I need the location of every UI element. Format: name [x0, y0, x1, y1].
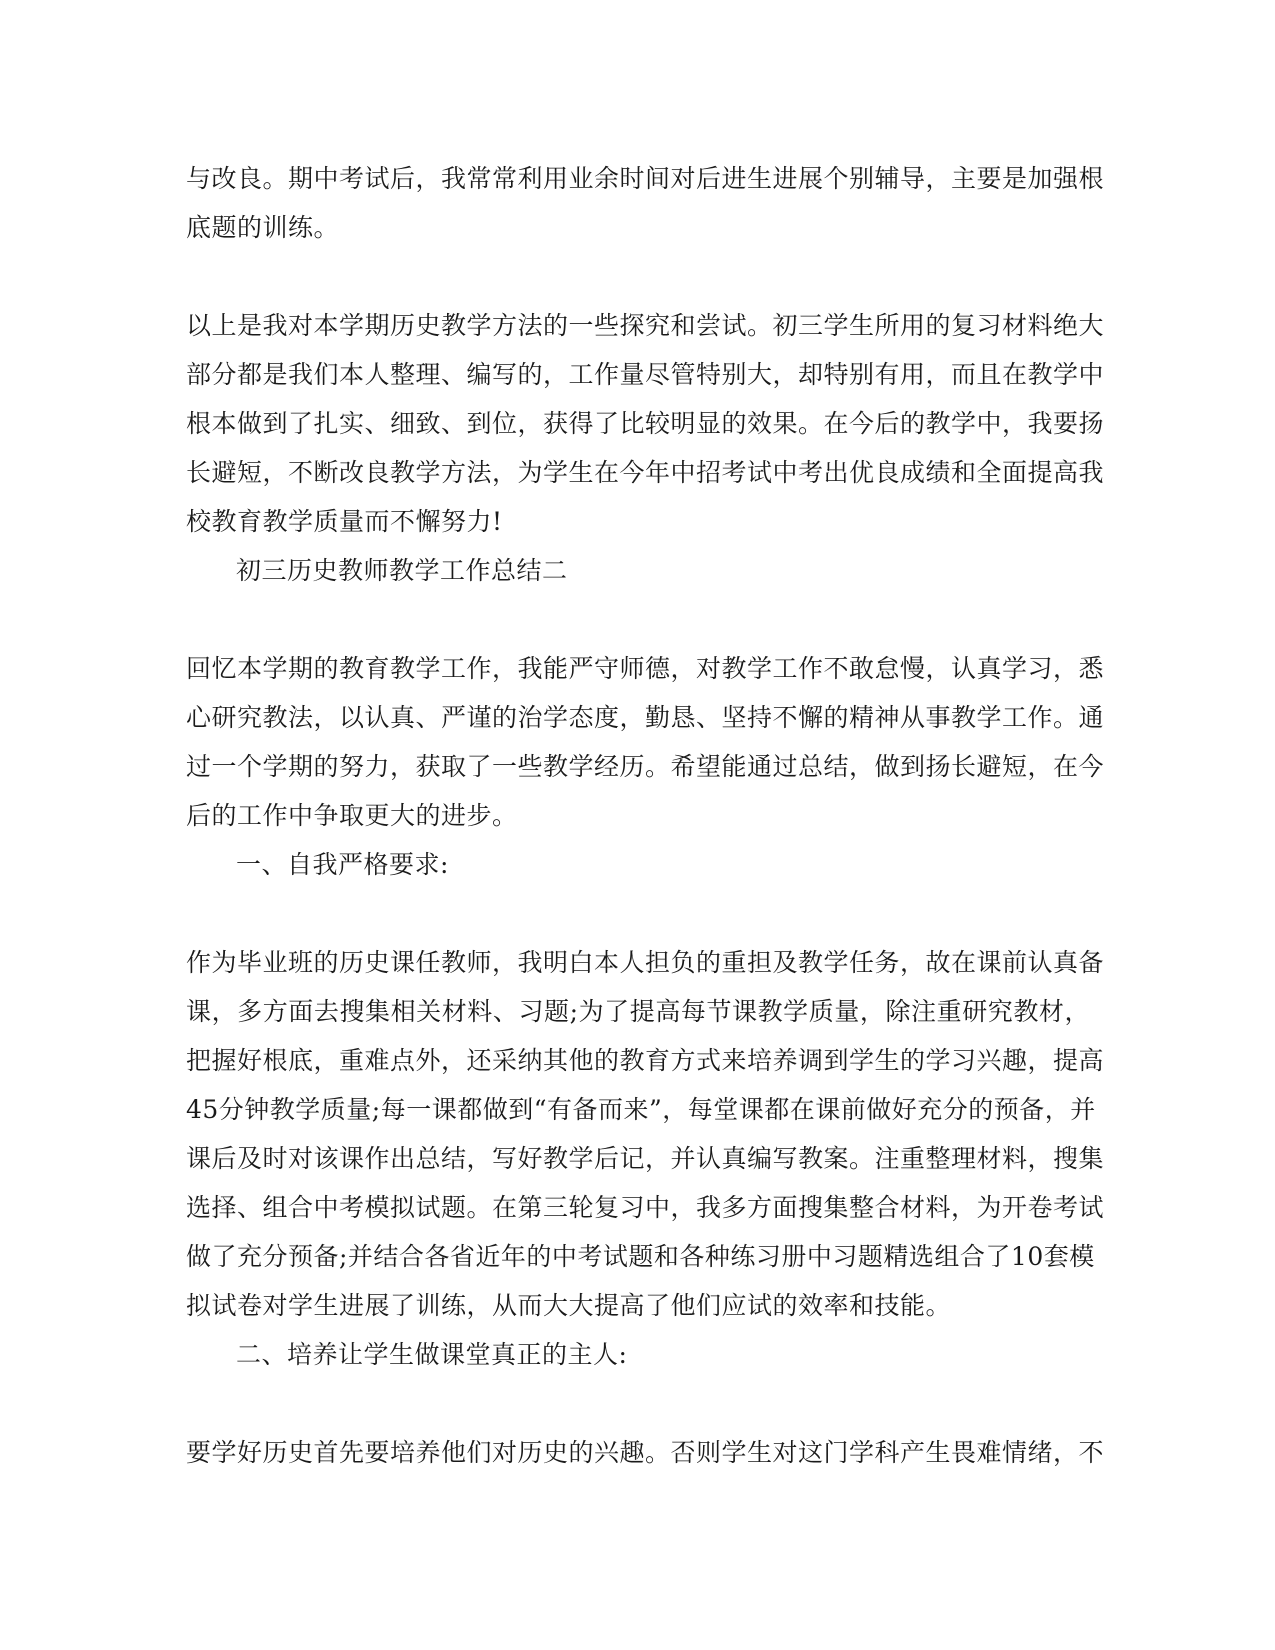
paragraph-line: 拟试卷对学生进展了训练，从而大大提高了他们应试的效率和技能。 — [186, 1291, 952, 1320]
paragraph-spacer — [186, 595, 1090, 644]
paragraph-3 — [186, 644, 1105, 840]
section-heading-1: 一、自我严格要求: — [236, 850, 449, 879]
paragraph-line: 长避短，不断改良教学方法，为学生在今年中招考试中考出优良成绩和全面提高我 — [186, 458, 1105, 487]
paragraph-line: 把握好根底，重难点外，还采纳其他的教育方式来培养调到学生的学习兴趣，提高 — [186, 1046, 1105, 1075]
section-title: 初三历史教师教学工作总结二 — [236, 556, 568, 585]
paragraph-line: 后的工作中争取更大的进步。 — [186, 801, 518, 830]
paragraph-2 — [186, 301, 1105, 546]
paragraph-1 — [186, 154, 1105, 252]
paragraph-line: 底题的训练。 — [186, 213, 340, 242]
paragraph-line: 以上是我对本学期历史教学方法的一些探究和尝试。初三学生所用的复习材料绝大 — [186, 311, 1105, 340]
paragraph-line: 部分都是我们本人整理、编写的，工作量尽管特别大，却特别有用，而且在教学中 — [186, 360, 1105, 389]
paragraph-spacer — [186, 1379, 1090, 1428]
document-page — [186, 154, 1105, 1477]
paragraph-line: 过一个学期的努力，获取了一些教学经历。希望能通过总结，做到扬长避短，在今 — [186, 752, 1105, 781]
paragraph-line: 45分钟教学质量;每一课都做到“有备而来”，每堂课都在课前做好充分的预备，并 — [186, 1095, 1096, 1124]
paragraph-4 — [186, 938, 1105, 1330]
paragraph-line: 回忆本学期的教育教学工作，我能严守师德，对教学工作不敢怠慢，认真学习，悉 — [186, 654, 1105, 683]
paragraph-spacer — [186, 889, 1090, 938]
paragraph-5 — [186, 1428, 1105, 1477]
paragraph-line: 与改良。期中考试后，我常常利用业余时间对后进生进展个别辅导，主要是加强根 — [186, 164, 1105, 193]
paragraph-line: 要学好历史首先要培养他们对历史的兴趣。否则学生对这门学科产生畏难情绪，不 — [186, 1438, 1105, 1467]
paragraph-line: 课后及时对该课作出总结，写好教学后记，并认真编写教案。注重整理材料，搜集 — [186, 1144, 1105, 1173]
paragraph-line: 选择、组合中考模拟试题。在第三轮复习中，我多方面搜集整合材料，为开卷考试 — [186, 1193, 1105, 1222]
paragraph-line: 心研究教法，以认真、严谨的治学态度，勤恳、坚持不懈的精神从事教学工作。通 — [186, 703, 1105, 732]
paragraph-line: 课，多方面去搜集相关材料、习题;为了提高每节课教学质量，除注重研究教材， — [186, 997, 1090, 1026]
paragraph-line: 作为毕业班的历史课任教师，我明白本人担负的重担及教学任务，故在课前认真备 — [186, 948, 1105, 977]
paragraph-spacer — [186, 252, 1090, 301]
paragraph-line: 做了充分预备;并结合各省近年的中考试题和各种练习册中习题精选组合了10套模 — [186, 1242, 1095, 1271]
section-heading-2: 二、培养让学生做课堂真正的主人: — [236, 1340, 628, 1369]
paragraph-line: 根本做到了扎实、细致、到位，获得了比较明显的效果。在今后的教学中，我要扬 — [186, 409, 1105, 438]
paragraph-line: 校教育教学质量而不懈努力! — [186, 507, 503, 536]
